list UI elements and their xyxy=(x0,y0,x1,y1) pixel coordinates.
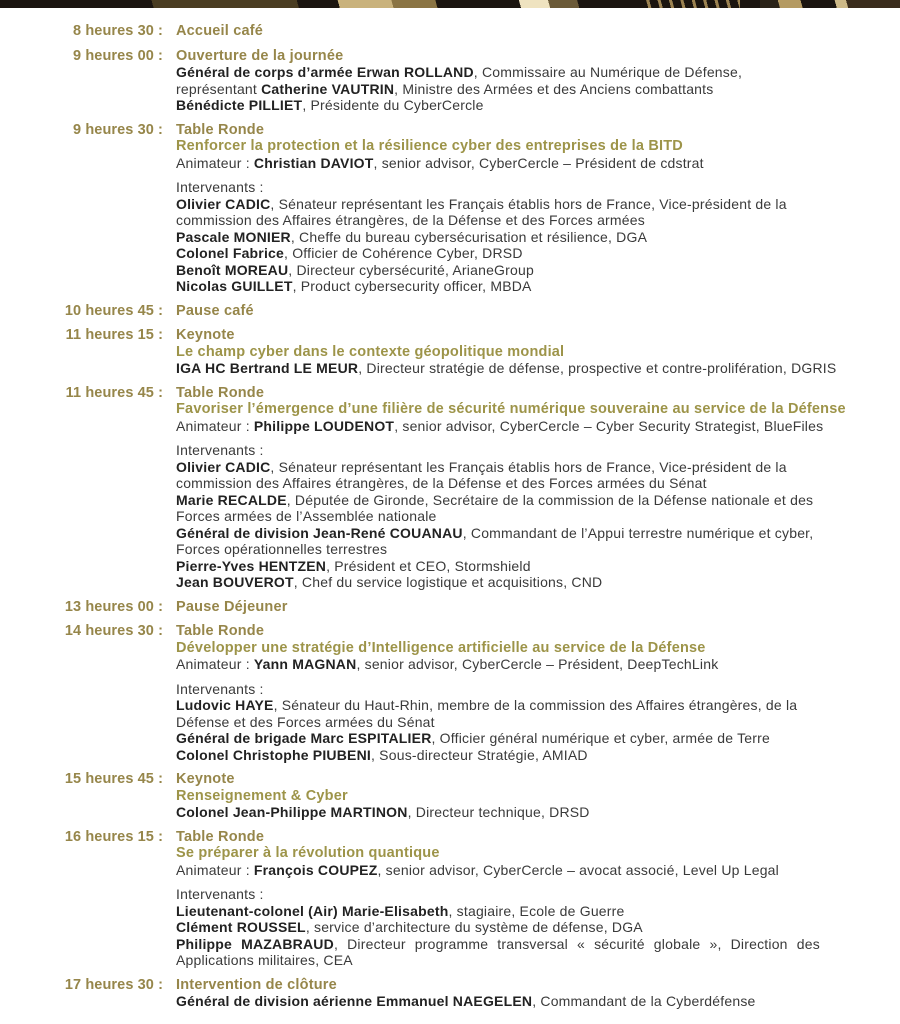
schedule-row xyxy=(57,327,850,377)
session-content xyxy=(176,623,850,763)
session-text: Applications militaires, CEA xyxy=(176,952,353,968)
session-text: Général de division aérienne Emmanuel NAEGELEN, Commandant de la Cyberdéfense xyxy=(176,993,756,1009)
session-text: commission des Affaires étrangères, de la Défense et des Forces armées du Sénat xyxy=(176,475,707,491)
session-text: Général de brigade Marc ESPITALIER, Officier général numérique et cyber, armée de Terre xyxy=(176,730,770,746)
session-content xyxy=(176,23,850,40)
session-text: Général de corps d’armée Erwan ROLLAND, Commissaire au Numérique de Défense, xyxy=(176,64,743,80)
session-text: Animateur : François COUPEZ, senior advisor, CyberCercle – avocat associé, Level Up Legal xyxy=(176,861,779,878)
time-label: 9 heures 30 : xyxy=(73,121,163,138)
session-subtitle: Renseignement & Cyber xyxy=(176,787,348,804)
session-subtitle: Renforcer la protection et la résilience cyber des entreprises de la BITD xyxy=(176,138,683,154)
session-text: Colonel Jean-Philippe MARTINON, Directeur technique, DRSD xyxy=(176,804,590,820)
session-title: Table Ronde xyxy=(176,384,265,401)
session-title: Pause café xyxy=(176,302,254,319)
session-subtitle: Favoriser l’émergence d’une filière de sécurité numérique souveraine au service de la Défense xyxy=(176,401,846,417)
session-content xyxy=(176,771,850,821)
session-text: Olivier CADIC, Sénateur représentant les Français établis hors de France, Vice-président de la xyxy=(176,195,787,212)
session-content xyxy=(176,599,850,616)
session-title: Keynote xyxy=(176,327,235,343)
session-text: Colonel Christophe PIUBENI, Sous-directeur Stratégie, AMIAD xyxy=(176,746,588,763)
time-label: 9 heures 00 : xyxy=(73,47,163,64)
session-text: Animateur : Philippe LOUDENOT, senior advisor, CyberCercle – Cyber Security Strategist, BlueFiles xyxy=(176,417,824,434)
schedule-list xyxy=(0,8,900,1010)
session-content xyxy=(176,122,850,295)
session-text: Ludovic HAYE, Sénateur du Haut-Rhin, membre de la commission des Affaires étrangères, de la xyxy=(176,697,798,713)
session-text: Pierre-Yves HENTZEN, Président et CEO, Stormshield xyxy=(176,557,531,574)
time-label: 11 heures 45 : xyxy=(65,384,163,401)
session-text: Lieutenant-colonel (Air) Marie-Elisabeth, stagiaire, Ecole de Guerre xyxy=(176,902,625,919)
session-text: Intervenants : xyxy=(176,442,264,458)
session-text: Général de division Jean-René COUANAU, Commandant de l’Appui terrestre numérique et cyber, xyxy=(176,524,814,541)
time-label: 16 heures 15 : xyxy=(64,828,163,845)
session-text: Animateur : Yann MAGNAN, senior advisor, CyberCercle – Président, DeepTechLink xyxy=(176,656,719,672)
session-text: Clément ROUSSEL, service d’architecture du système de défense, DGA xyxy=(176,919,643,935)
schedule-row xyxy=(57,829,850,969)
session-text: Philippe MAZABRAUD, Directeur programme transversal « sécurité globale », Direction des xyxy=(176,935,820,952)
session-subtitle: Se préparer à la révolution quantique xyxy=(176,845,440,861)
schedule-row xyxy=(57,23,850,40)
session-text: Intervenants : xyxy=(176,179,264,195)
schedule-row xyxy=(57,48,850,114)
session-text: Pascale MONIER, Cheffe du bureau cybersécurisation et résilience, DGA xyxy=(176,228,648,245)
session-text: Forces armées de l’Assemblée nationale xyxy=(176,508,437,524)
schedule-row xyxy=(57,977,850,1010)
time-label: 8 heures 30 : xyxy=(73,23,163,39)
schedule-row xyxy=(57,599,850,616)
session-text: Bénédicte PILLIET, Présidente du CyberCercle xyxy=(176,97,484,113)
session-text: Animateur : Christian DAVIOT, senior advisor, CyberCercle – Président de cdstrat xyxy=(176,154,704,171)
session-text: représentant Catherine VAUTRIN, Ministre des Armées et des Anciens combattants xyxy=(176,80,714,97)
time-label: 15 heures 45 : xyxy=(64,771,163,787)
session-title: Intervention de clôture xyxy=(176,976,337,993)
session-content xyxy=(176,327,850,377)
time-label: 17 heures 30 : xyxy=(64,976,163,993)
session-title: Table Ronde xyxy=(176,828,265,845)
session-content xyxy=(176,48,850,114)
session-text: Benoît MOREAU, Directeur cybersécurité, ArianeGroup xyxy=(176,261,534,278)
schedule-row xyxy=(57,303,850,320)
session-text: Marie RECALDE, Députée de Gironde, Secrétaire de la commission de la Défense nationale et des xyxy=(176,491,814,508)
session-text: Forces opérationnelles terrestres xyxy=(176,541,388,557)
session-text: commission des Affaires étrangères, de la Défense et des Forces armées xyxy=(176,212,645,228)
session-subtitle: Développer une stratégie d’Intelligence artificielle au service de la Défense xyxy=(176,639,706,656)
time-label: 14 heures 30 : xyxy=(64,623,163,639)
time-label: 10 heures 45 : xyxy=(64,302,163,319)
time-label: 13 heures 00 : xyxy=(64,598,163,615)
session-title: Ouverture de la journée xyxy=(176,47,344,64)
session-text: Olivier CADIC, Sénateur représentant les Français établis hors de France, Vice-président de la xyxy=(176,458,787,475)
session-title: Keynote xyxy=(176,771,235,787)
session-title: Table Ronde xyxy=(176,623,265,639)
session-text: Colonel Fabrice, Officier de Cohérence Cyber, DRSD xyxy=(176,245,523,261)
session-text: Intervenants : xyxy=(176,886,264,902)
session-content xyxy=(176,829,850,969)
schedule-row xyxy=(57,122,850,295)
session-text: IGA HC Bertrand LE MEUR, Directeur stratégie de défense, prospective et contre-prolifération, DGRIS xyxy=(176,360,837,376)
schedule-row xyxy=(57,771,850,821)
schedule-row xyxy=(57,623,850,763)
session-text: Nicolas GUILLET, Product cybersecurity officer, MBDA xyxy=(176,278,532,294)
session-title: Pause Déjeuner xyxy=(176,598,288,615)
session-text: Jean BOUVEROT, Chef du service logistique et acquisitions, CND xyxy=(176,574,603,590)
session-text: Défense et des Forces armées du Sénat xyxy=(176,713,435,730)
session-content xyxy=(176,303,850,320)
session-content xyxy=(176,385,850,591)
decorative-banner-strip xyxy=(0,0,900,8)
session-content xyxy=(176,977,850,1010)
session-title: Accueil café xyxy=(176,23,264,39)
session-title: Table Ronde xyxy=(176,121,265,138)
session-subtitle: Le champ cyber dans le contexte géopolitique mondial xyxy=(176,343,565,360)
time-label: 11 heures 15 : xyxy=(65,327,163,343)
session-text: Intervenants : xyxy=(176,680,264,697)
schedule-row xyxy=(57,385,850,591)
